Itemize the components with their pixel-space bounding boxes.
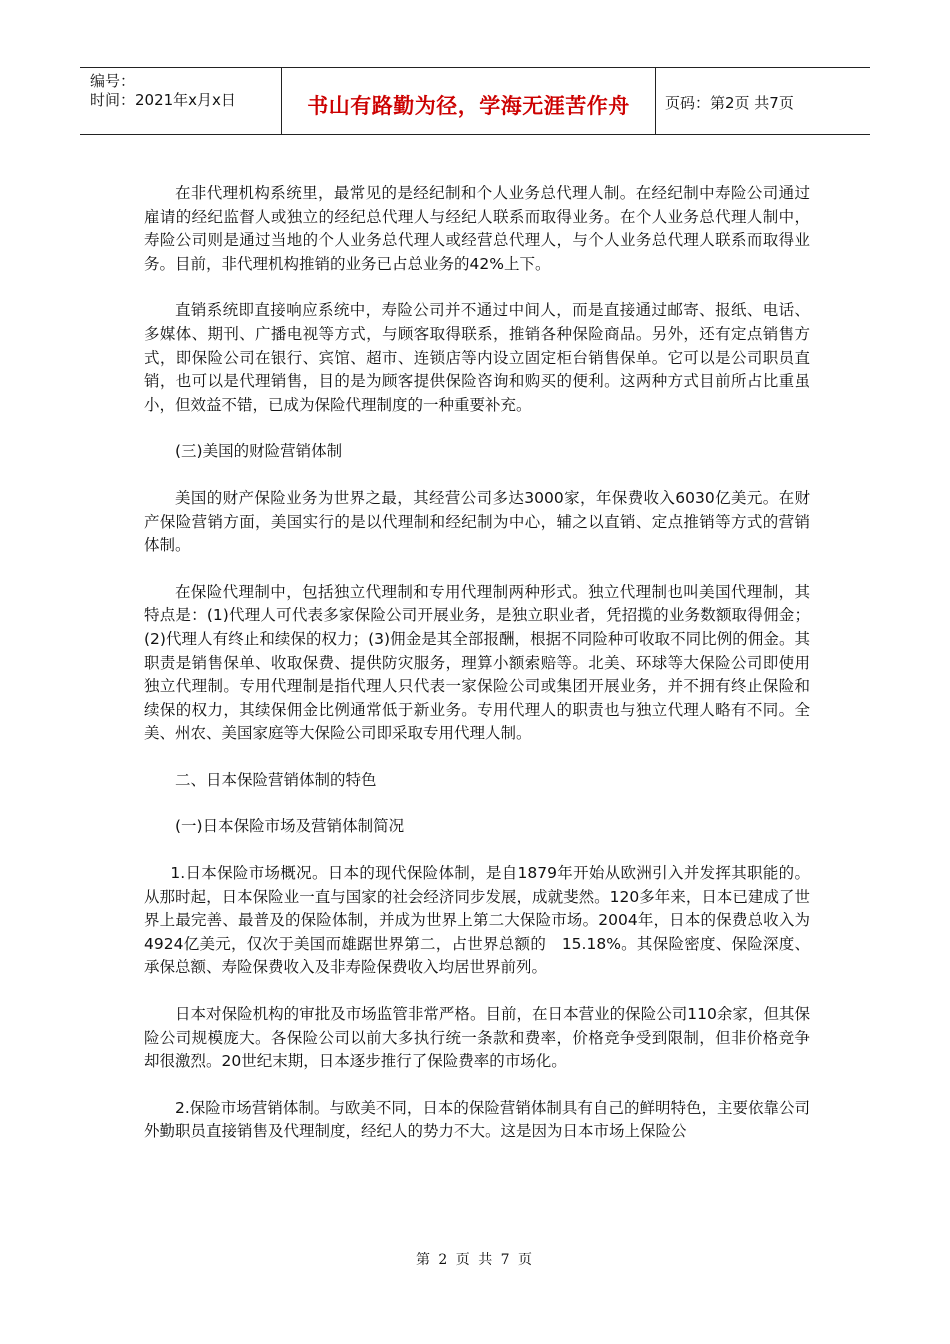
header-date: 时间：2021年x月x日 [90, 91, 236, 109]
header-divider [655, 68, 656, 134]
paragraph: 日本对保险机构的审批及市场监管非常严格。目前，在日本营业的保险公司110余家，但其保险公司规模庞大。各保险公司以前大多执行统一条款和费率，价格竞争受到限制，但非价格竞争却很激烈。20世纪末期，日本逐步推行了保险费率的市场化。 [144, 1005, 810, 1071]
paragraph: 在非代理机构系统里，最常见的是经纪制和个人业务总代理人制。在经纪制中寿险公司通过雇请的经纪监督人或独立的经纪总代理人与经纪人联系而取得业务。在个人业务总代理人制中，寿险公司则是通过当地的个人业务总代理人或经营总代理人，与个人业务总代理人联系而取得业务。目前，非代理机构推销的业务已占总业务的42%上下。 [144, 184, 810, 273]
paragraph: 1.日本保险市场概况。日本的现代保险体制，是自1879年开始从欧洲引入并发挥其职能的。从那时起，日本保险业一直与国家的社会经济同步发展，成就斐然。120多年来，日本已建成了世界上最完善、最普及的保险体制，并成为世界上第二大保险市场。2004年，日本的保费总收入为4924亿美元，仅次于美国而雄踞世界第二，占世界总额的 15.18%。其保险密度、保险深度、承保总额、寿险保费收入及非寿险保费收入均居世界前列。 [144, 864, 810, 977]
page-footer: 第 2 页 共 7 页 [415, 1252, 535, 1268]
paragraph: 2.保险市场营销体制。与欧美不同，日本的保险营销体制具有自己的鲜明特色，主要依靠公司外勤职员直接销售及代理制度，经纪人的势力不大。这是因为日本市场上保险公 [144, 1098, 810, 1141]
section-heading: (三)美国的财险营销体制 [175, 442, 343, 461]
section-heading: 二、日本保险营销体制的特色 [175, 770, 377, 789]
header-motto: 书山有路勤为径，学海无涯苦作舟 [307, 94, 630, 118]
header-meta [90, 72, 236, 110]
paragraph: 美国的财产保险业务为世界之最，其经营公司多达3000家，年保费收入6030亿美元。在财产保险营销方面，美国实行的是以代理制和经纪制为中心，辅之以直销、定点推销等方式的营销体制。 [144, 488, 810, 555]
page-header [80, 67, 870, 135]
paragraph: 在保险代理制中，包括独立代理制和专用代理制两种形式。独立代理制也叫美国代理制，其特点是：(1)代理人可代表多家保险公司开展业务，是独立职业者，凭招揽的业务数额取得佣金；(2)代理人有终止和续保的权力；(3)佣金是其全部报酬，根据不同险种可收取不同比例的佣金。其职责是销售保单、收取保费、提供防灾服务，理算小额索赔等。北美、环球等大保险公司即使用独立代理制。专用代理制是指代理人只代表一家保险公司或集团开展业务，并不拥有终止保险和续保的权力，其续保佣金比例通常低于新业务。专用代理人的职责也与独立代理人略有不同。全美、州农、美国家庭等大保险公司即采取专用代理人制。 [144, 582, 810, 743]
document-body [144, 182, 810, 1167]
section-heading: (一)日本保险市场及营销体制简况 [175, 817, 405, 836]
header-code: 编号： [90, 72, 136, 90]
header-page-number: 页码：第2页 共7页 [665, 94, 794, 112]
paragraph: 直销系统即直接响应系统中，寿险公司并不通过中间人，而是直接通过邮寄、报纸、电话、多媒体、期刊、广播电视等方式，与顾客取得联系，推销各种保险商品。另外，还有定点销售方式，即保险公司在银行、宾馆、超市、连锁店等内设立固定柜台销售保单。它可以是公司职员直销，也可以是代理销售，目的是为顾客提供保险咨询和购买的便利。这两种方式目前所占比重虽小，但效益不错，已成为保险代理制度的一种重要补充。 [144, 301, 810, 414]
